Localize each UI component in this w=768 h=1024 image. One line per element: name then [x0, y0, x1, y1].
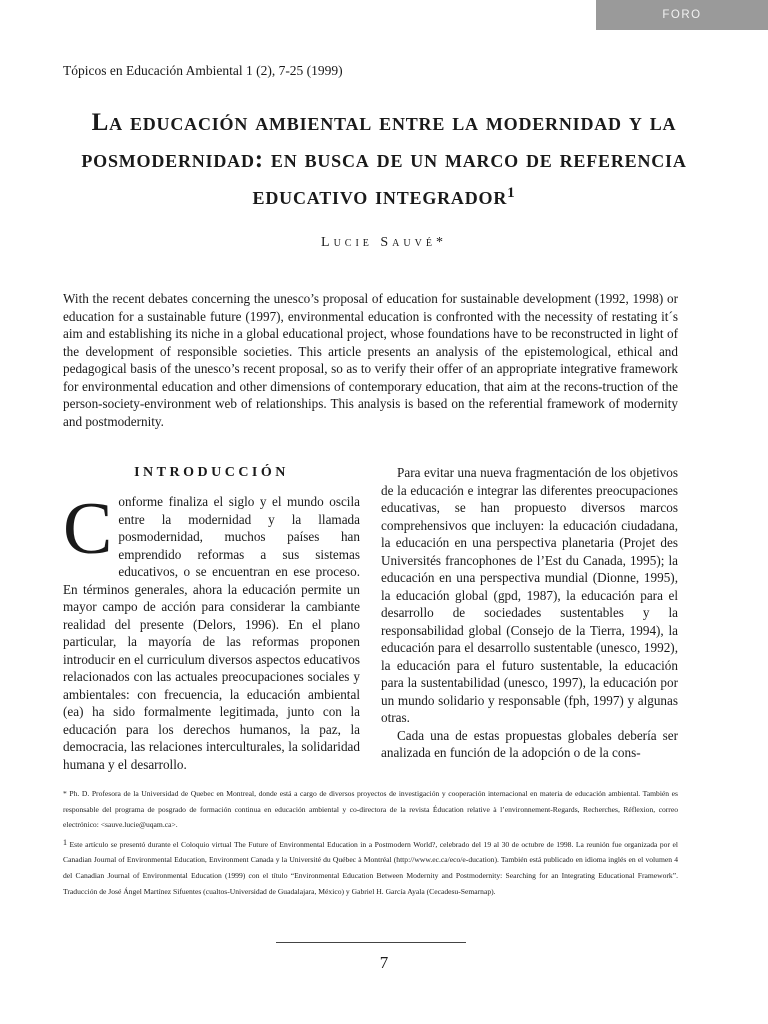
abstract: With the recent debates concerning the unesco’s proposal of education for sustainable development (1992, 1998) or education for a sustainable future (1997), environmental education is confronted with the necessity of restating it´s aim and establishing its niche in a global educational project, whose foundations have to be reconstructed in light of the development of responsible societies. This article presents an analysis of the epistemological, ethical and pedagogical basis of the unesco’s recent proposal, so as to verify their offer of an appropriate integrative framework for environmental education and other dimensions of contemporary education, that aim at the recons-truction of the person-society-environment web of relationships. This analysis is based on the referential framework of modernity and postmodernity. — [63, 291, 678, 429]
section-tab: FORO — [596, 0, 768, 30]
title-footnote-marker: 1 — [507, 185, 516, 201]
intro-right-text — [381, 464, 678, 762]
footnote-1-text: Este artículo se presentó durante el Coloquio virtual The Future of Environmental Education in a Postmodern World?, celebrado del 19 al 30 de octubre de 1998. La reunión fue organizada por el Canadian Journal of Environmental Education, Environment Canada y la Université du Québec à Montréal (http://www.ec.ca/eco/e-ducation). También está publicado en idioma inglés en el volumen 4 del Canadian Journal of Environmental Education (1999) con el título “Environmental Education Between Modernity and Postmodernity: Searching for an Integrating Educational Framework”. Traducción de José Ángel Martínez Sifuentes (cualtos-Universidad de Guadalajara, México) y Gabriel H. García Ayala (Cecadesu-Semarnap). — [63, 839, 678, 896]
left-column — [63, 464, 360, 773]
footnotes — [63, 786, 678, 901]
drop-cap: C — [63, 488, 113, 570]
footnote-1-marker: 1 — [63, 837, 67, 847]
journal-reference: Tópicos en Educación Ambiental 1 (2), 7-25 (1999) — [63, 63, 343, 78]
right-column — [381, 464, 678, 762]
intro-left-text — [63, 488, 360, 773]
intro-paragraph-3: Cada una de estas propuestas globales debería ser analizada en función de la adopción o de la cons- — [381, 727, 678, 760]
article-title — [52, 104, 716, 215]
page-number: 7 — [379, 953, 389, 972]
footnote-1 — [63, 835, 678, 899]
intro-paragraph-2: Para evitar una nueva fragmentación de los objetivos de la educación e integrar las diferentes preocupaciones educativas, se han propuesto diversos marcos comprehensivos que incluyen: la educación ciudadana, la educación en una perspectiva planetaria (Projet des Universités francophones de l’Est du Canada, 1995); la educación en una perspectiva mundial (Dionne, 1995), la educación global (gpd, 1987), la educación para el desarrollo de sociedades sustentables y la responsabilidad global (Consejo de la Tierra, 1994), la educación para el desarrollo sustentable (unesco, 1992), la educación para el futuro sustentable, la educación para la sustentabilidad (unesco, 1997), la educación por un mundo solidario y responsable (fph, 1997) y algunas otras. — [381, 465, 678, 725]
article-title-text: La educación ambiental entre la modernidad y la posmodernidad: en busca de un marco de referencia educativo integrador — [81, 109, 687, 210]
author-name: Lucie Sauvé* — [321, 235, 447, 250]
intro-paragraph-1: onforme finaliza el siglo y el mundo oscila entre la modernidad y la llamada posmodernidad, muchos países han emprendido reformas a sus sistemas educativos, o se encuentran en ese proceso. En términos generales, ahora la educación permite un mayor campo de acción para considerar la cambiante realidad del presente (Delors, 1996). En el plano particular, la mayoría de las reformas proponen introducir en el curriculum diversos aspectos educativos relacionados con las actuales preocupaciones sociales y ambientales: con frecuencia, la educación ambiental (ea) ha sido formalmente legitimada, junto con la educación para los derechos humanos, la paz, la democracia, las relaciones interculturales, la solidaridad humana y el desarrollo. — [63, 494, 360, 772]
page-footer-rule — [276, 942, 466, 943]
footnote-author: * Ph. D. Profesora de la Universidad de Quebec en Montreal, donde está a cargo de diversos proyectos de investigación y cooperación internacional en materia de educación ambiental. También es responsable del programa de posgrado de formación continua en educación ambiental y co-directora de la revista Éducation relative à l’environnement-Regards, Recherches, Réflexion, correo electrónico: <sauve.lucie@uqam.ca>. — [63, 789, 678, 830]
section-heading: INTRODUCCIÓN — [134, 465, 289, 480]
